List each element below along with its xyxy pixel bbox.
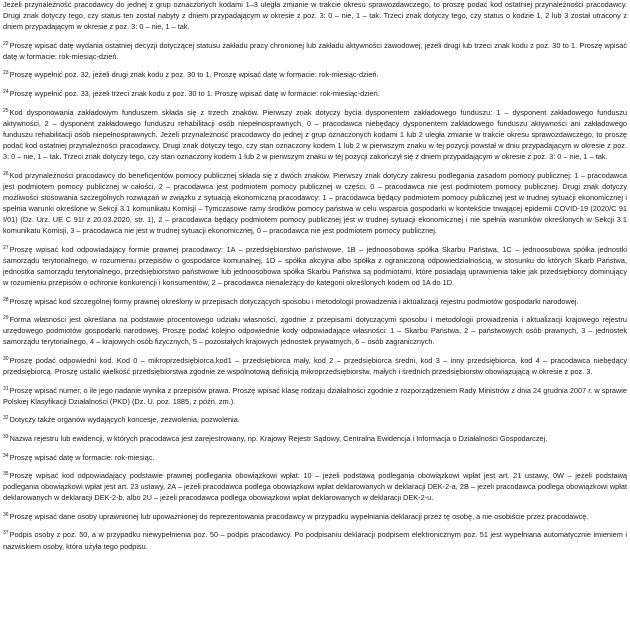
footnote-text: Forma własności jest określana na podstawie procentowego udziału własności, zgodnie z przepisami dotyczącymi sposobu i metodologii prowadzenia i aktualizacji krajowego rejestru urzędowego podmiotów gospodarki narodowej. Proszę podać kolejno odpowiednie kody odpowiadające własności: 1 – Skarbu Państwa, 2 – państwowych osób prawnych, 3 – jednostek samorządu terytorialnego, 4 – krajowych osób fizycznych, 5 – pozostałych krajowych jednostek prywatnych, 6 – osób zagranicznych.	[3, 315, 627, 347]
footnote-21-continuation	[3, 0, 627, 32]
footnote-27	[3, 244, 627, 288]
footnote-number: 28	[3, 296, 9, 303]
footnote-number: 23	[3, 70, 9, 77]
footnote-text: Jeżeli przynależność pracodawcy do jednej z grup oznaczonych kodami 1–3 uległa zmianie w trakcie okresu sprawozdawczego, to proszę podać kod ostatniej przynależności pracodawcy. Drugi znak dotyczy tego, czy status ten został nabyty z dniem przypadającym w okresie z poz. 3: 0 – nie, 1 – tak. Trzeci znak dotyczy tego, czy status o kodzie 1, 2 lub 3 został utracony z dniem przypadającym w okresie z poz. 3: 0 – nie, 1 – tak.	[3, 0, 627, 32]
footnote-number: 31	[3, 385, 9, 392]
footnote-32	[3, 414, 627, 425]
footnote-text: Proszę wpisać numer, o ile jego nadanie wynika z przepisów prawa. Proszę wpisać klasę rodzaju działalności zgodnie z rozporządzeniem Rady Ministrów z dnia 24 grudnia 2007 r. w sprawie Polskiej Klasyfikacji Działalności (PKD) (Dz. U. poz. 1885, z późn. zm.).	[3, 385, 627, 406]
footnote-text: Proszę wypełnić poz. 33, jeżeli trzeci znak kodu z poz. 30 to 1. Proszę wpisać datę w formacie: rok-miesiąc-dzień.	[9, 89, 380, 99]
footnote-number: 34	[3, 452, 9, 459]
footnote-37	[3, 529, 627, 551]
footnote-25	[3, 107, 627, 162]
footnote-text: Proszę wpisać datę w formacie: rok-miesiąc.	[9, 452, 155, 462]
footnote-text: Proszę wypełnić poz. 32, jeżeli drugi znak kodu z poz. 30 to 1. Proszę wpisać datę w formacie: rok-miesiąc-dzień.	[9, 70, 379, 80]
footnote-text: Proszę wpisać kod odpowiadający podstawie prawnej podlegania obowiązkowi wpłat: 10 – jeżeli podstawą podlegania obowiązkowi wpłat jest art. 21 ustawy, 0W – jeżeli podstawą podlegania obowiązkowi wpłat jest art. 23 ustawy, 2A – jeżeli pracodawca podlega obowiązkowi wpłat deklarowanych w deklaracji DEK-2-a, 2B – jeżeli pracodawca podlega obowiązkowi wpłat deklarowanych w deklaracji DEK-2-b, albo 2U – jeżeli pracodawca podlega obowiązkowi wpłat deklarowanych w deklaracji DEK-2-u.	[3, 471, 627, 503]
footnote-35	[3, 470, 627, 503]
footnote-22	[3, 40, 627, 62]
footnote-33	[3, 433, 627, 444]
footnote-number: 26	[3, 170, 9, 177]
footnote-number: 24	[3, 89, 9, 96]
footnote-text: Proszę wpisać datę wydania ostatniej decyzji dotyczącej statusu zakładu pracy chronionej lub zakładu aktywności zawodowej, jeżeli drugi lub trzeci znak kodu z poz. 30 to 1. Proszę wpisać datę w formacie: rok-miesiąc-dzień.	[3, 40, 627, 61]
footnote-text: Nazwa rejestru lub ewidencji, w których pracodawca jest zarejestrowany, np. Krajowy Rejestr Sądowy, Centralna Ewidencja i Informacja o Działalności Gospodarczej.	[9, 433, 548, 443]
footnote-number: 30	[3, 355, 9, 362]
footnote-text: Proszę podać odpowiedni kod. Kod 0 – mikroprzedsiębiorca,kod1 – przedsiębiorca mały, kod 2 – przedsiębiorca średni, kod 3 – inny przedsiębiorca, kod 4 – pracodawca niebędący przedsiębiorcą. Proszę ustalić wielkość przedsiębiorstwa zgodnie ze wspólnotową definicją mikroprzedsiębiorstw, małych i średnich przedsiębiorstw obowiązującą w okresie z poz. 3.	[3, 355, 627, 377]
footnote-30	[3, 355, 627, 377]
footnote-24	[3, 88, 627, 99]
footnote-31	[3, 385, 627, 407]
footnote-text: Proszę wpisać dane osoby uprawnionej lub upoważnionej do reprezentowania pracodawcy w przypadku wypełniania deklaracji przez tę osobę, a nie osobiście przez pracodawcę.	[9, 511, 589, 521]
footnote-text: Kod przynależności pracodawcy do beneficjentów pomocy publicznej składa się z dwóch znaków. Pierwszy znak dotyczy zakresu podlegania zasadom pomocy publicznej: 1 – pracodawca jest podmiotem pomocy publicznej w całości, 2 – pracodawca jest podmiotem pomocy publicznej w części, 0 – pracodawca nie jest podmiotem pomocy publicznej. Drugi znak dotyczy możliwości stosowania szczególnych rozwiązań w związku z sytuacją ekonomiczną pracodawcy: 1 – pracodawca będący podmiotem pomocy publicznej jest w trudnej sytuacji ekonomicznej i spełnia warunki określone w Sekcji 3.1 komunikatu Komisji – Tymczasowe ramy środków pomocy państwa w celu wsparcia gospodarki w kontekście trwającej epidemii COVID-19 (2020/C 91 I/01) (Dz. Urz. UE C 91I z 20.03.2020, str. 1), 2 – pracodawca będący podmiotem pomocy publicznej jest w trudnej sytuacji ekonomicznej i nie spełnia warunków określonych w Sekcji 3.1 komunikatu Komisji, 3 – pracodawca nie jest w trudnej sytuacji ekonomicznej, 0 – pracodawca nie jest podmiotem pomocy publicznej.	[3, 170, 627, 236]
footnote-36	[3, 511, 627, 522]
footnote-23	[3, 69, 627, 80]
footnote-number: 29	[3, 315, 9, 322]
footnote-number: 32	[3, 415, 9, 422]
footnote-26	[3, 170, 627, 237]
footnote-number: 37	[3, 530, 9, 537]
footnote-text: Podpis osoby z poz. 50, a w przypadku niewypełnienia poz. 50 – podpis pracodawcy. Po podpisaniu deklaracji podpisem elektronicznym poz. 51 jest wypełniana automatycznie imieniem i nazwiskiem osoby, która użyła tego podpisu.	[3, 530, 627, 551]
footnote-29	[3, 314, 627, 347]
footnote-number: 33	[3, 433, 9, 440]
footnote-number: 36	[3, 511, 9, 518]
footnote-34	[3, 452, 627, 463]
footnote-number: 27	[3, 244, 9, 251]
footnote-text: Kod dysponowania zakładowym funduszem składa się z trzech znaków. Pierwszy znak dotyczy bycia dysponentem zakładowego funduszu: 1 – dysponent zakładowego funduszu aktywności, 2 – dysponent zakładowego funduszu rehabilitacji osób niepełnosprawnych, 0 – pracodawca niebędący dysponentem zakładowego funduszu aktywności ani zakładowego funduszu rehabilitacji osób niepełnosprawnych. Jeżeli przynależność pracodawcy do jednej z grup oznaczonych kodami 1 lub 2 uległa zmianie w trakcie okresu sprawozdawczego, to proszę podać kod ostatniej przynależności pracodawcy. Drugi znak dotyczy tego, czy stan oznaczony kodem 1 lub 2 w pierwszym znaku w tej pozycji powstał w dniu przypadającym w okresie z poz. 3: 0 – nie, 1 – tak. Trzeci znak dotyczy tego, czy stan oznaczony kodem 1 lub 2 w pierwszym znaku w tej pozycji zakończył się z dniem przypadającym w okresie z poz. 3: 0 – nie, 1 – tak.	[3, 107, 627, 162]
footnote-number: 35	[3, 471, 9, 478]
footnote-number: 25	[3, 107, 9, 114]
footnote-text: Proszę wpisać kod szczególnej formy prawnej określony w przepisach dotyczących sposobu i metodologii prowadzenia i aktualizacji rejestru podmiotów gospodarki narodowej.	[9, 296, 579, 306]
footnote-text: Dotyczy także organów wydających koncesje, zezwolenia, pozwolenia.	[9, 415, 240, 425]
footnote-text: Proszę wpisać kod odpowiadający formie prawnej pracodawcy: 1A – przedsiębiorstwo państwowe, 1B – jednoosobowa spółka Skarbu Państwa, 1C – jednoosobowa spółka jednostki samorządu terytorialnego, w rozumieniu przepisów o gospodarce komunalnej, 1D – spółka akcyjna albo spółka z ograniczoną odpowiedzialnością, w stosunku do których Skarb Państwa, jednostka samorządu terytorialnego, przedsiębiorstwo państwowe lub jednoosobowa spółka Skarbu Państwa są podmiotami, które posiadają uprawnienia takie jak przedsiębiorcy dominujący w rozumieniu przepisów o ochronie konkurencji i konsumentów, 2 – pracodawca nienależący do kategorii określonych kodem od 1A do 1D.	[3, 244, 627, 287]
footnote-28	[3, 296, 627, 307]
footnote-number: 22	[3, 40, 9, 47]
